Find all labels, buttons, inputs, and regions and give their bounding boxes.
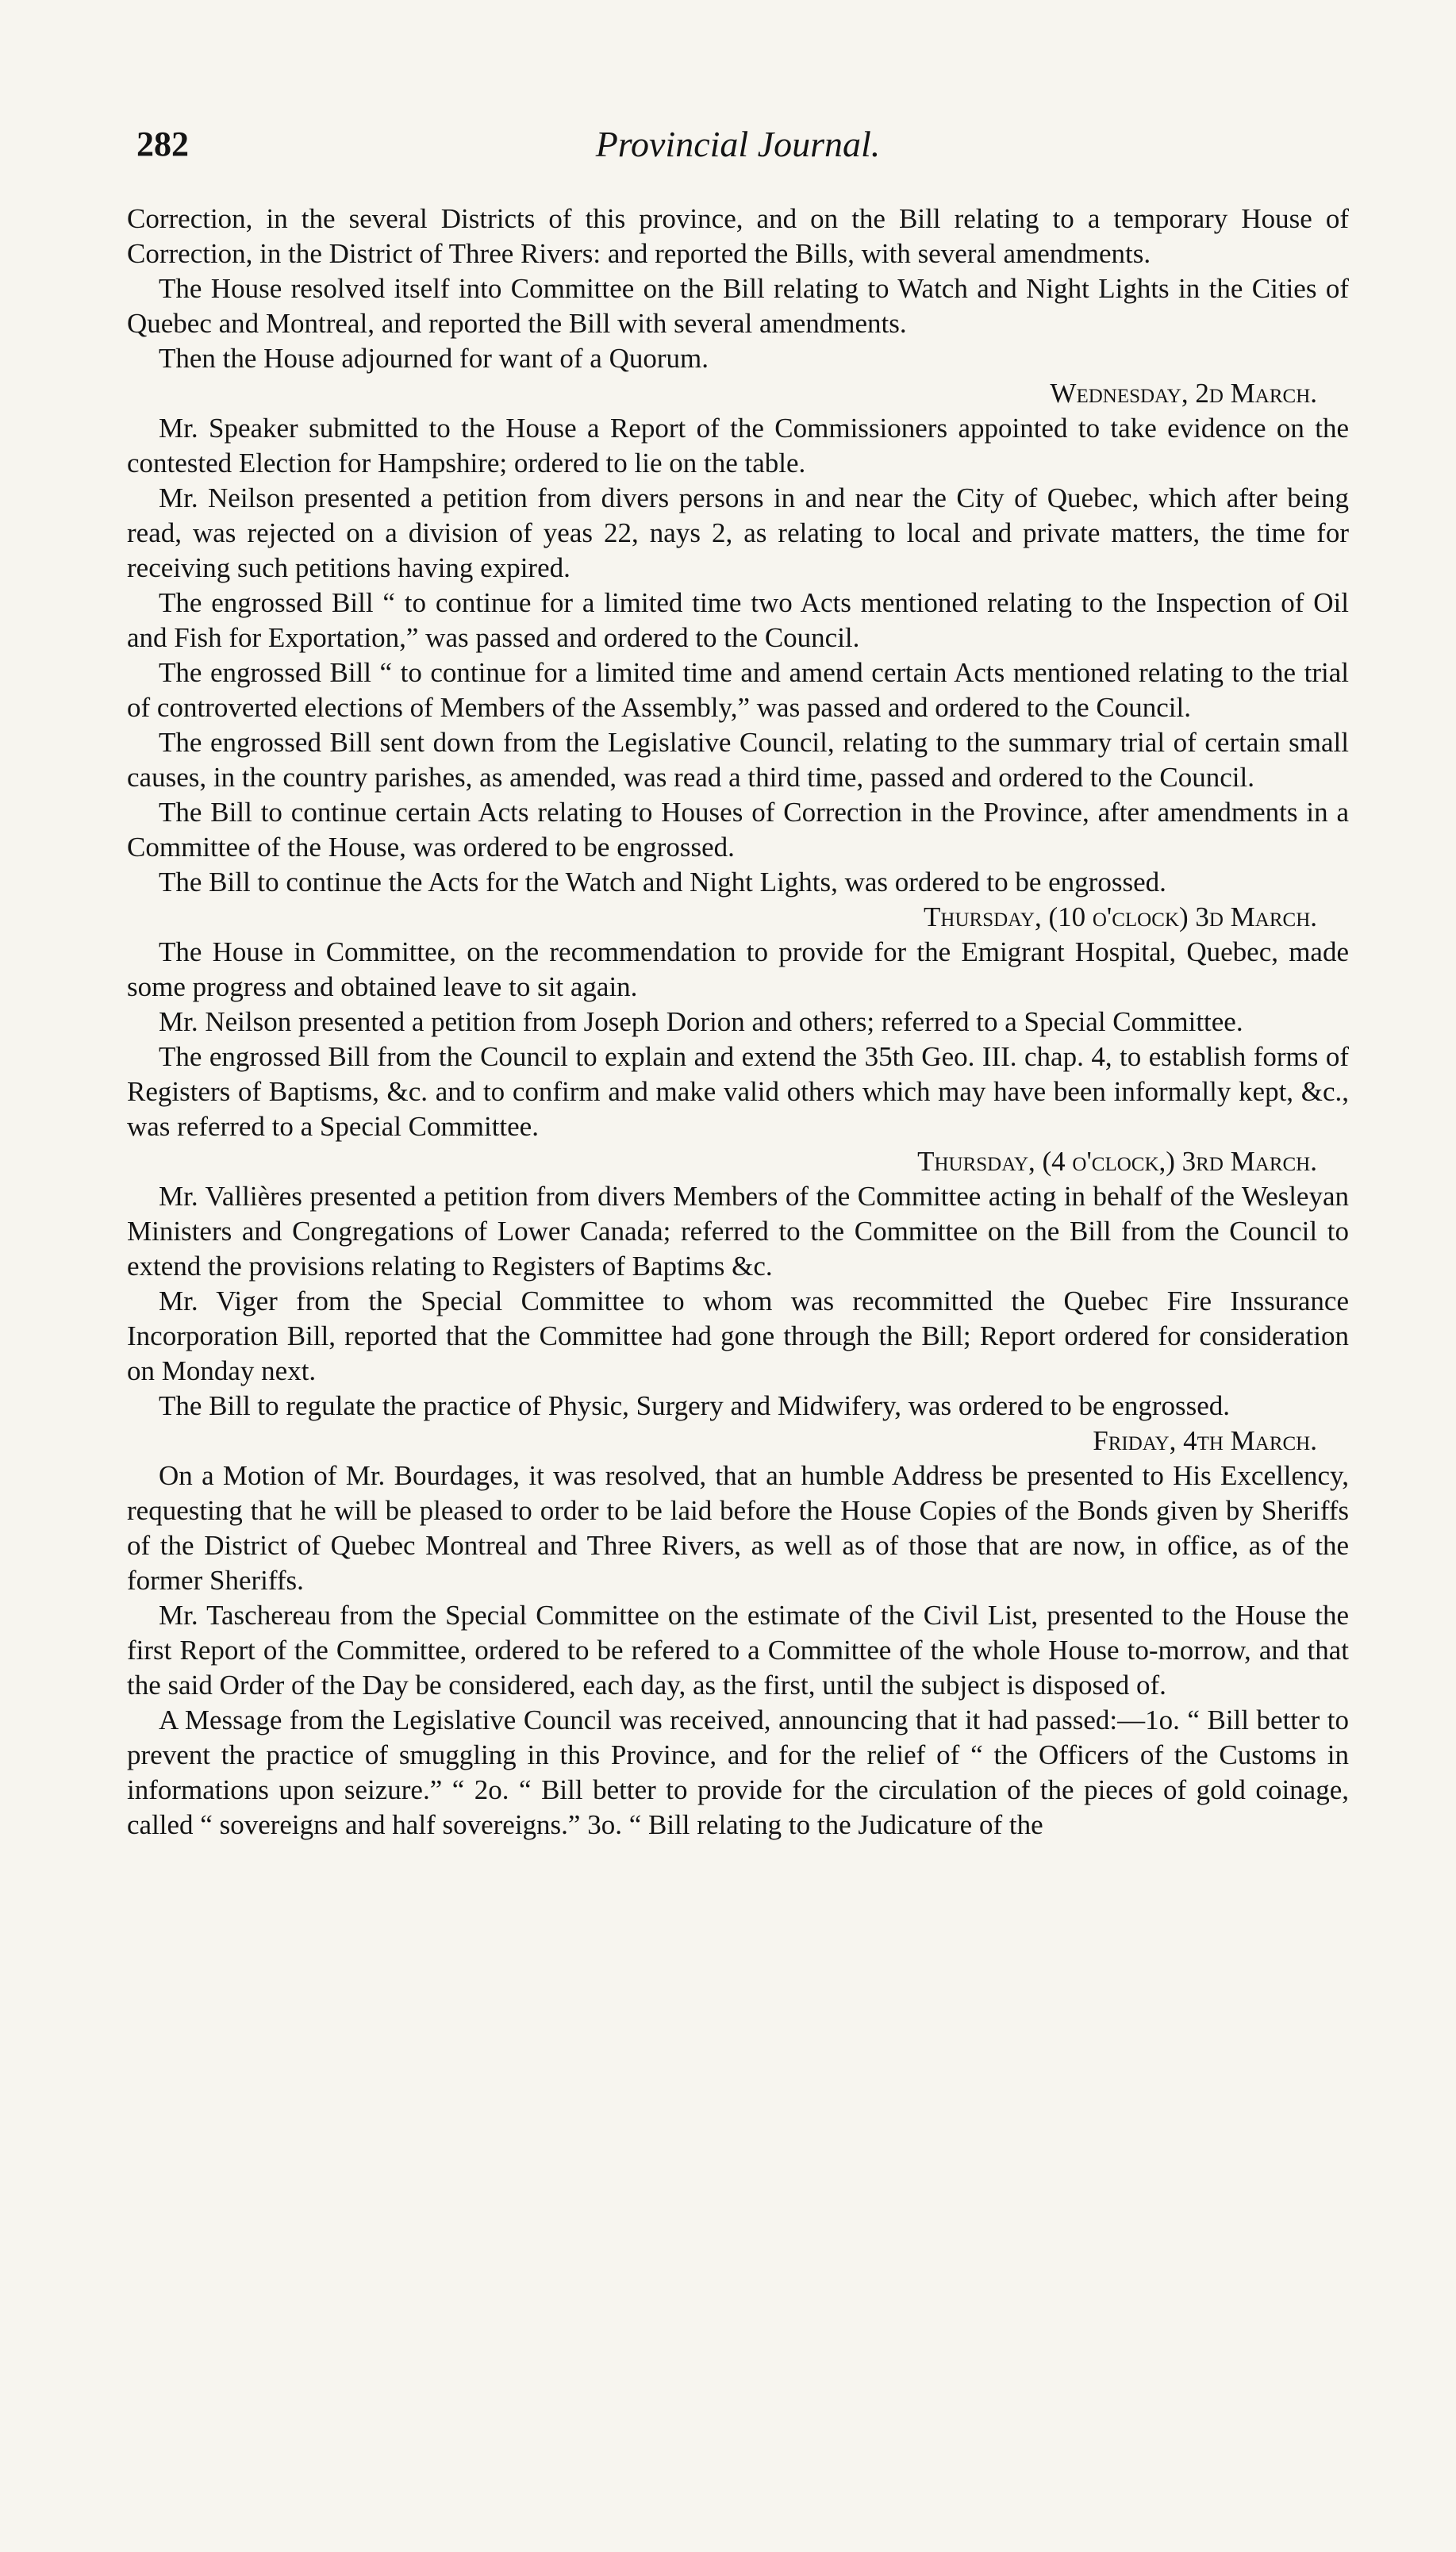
page-header: [127, 124, 1349, 183]
date-heading-2: Thursday, (10 o'clock) 3d March.: [924, 901, 1317, 932]
paragraph-16: The Bill to regulate the practice of Physic, Surgery and Midwifery, was ordered to be engrossed.: [159, 1390, 1231, 1421]
paragraph-18: Mr. Taschereau from the Special Committee on the estimate of the Civil List, presented to the House the first Report of the Committee, ordered to be refered to a Committee of the whole House to-morrow, and that the said Order of the Day be considered, each day, as the first, until the subject is disposed of.: [127, 1600, 1349, 1701]
date-heading-4: Friday, 4th March.: [1093, 1425, 1317, 1456]
date-heading-3: Thursday, (4 o'clock,) 3rd March.: [917, 1146, 1317, 1177]
date-heading-1: Wednesday, 2d March.: [1050, 378, 1317, 409]
paragraph-12: Mr. Neilson presented a petition from Joseph Dorion and others; referred to a Special Committee.: [159, 1006, 1243, 1037]
paragraph-11: The House in Committee, on the recommendation to provide for the Emigrant Hospital, Quebec, made some progress and obtained leave to sit again.: [127, 936, 1349, 1002]
paragraph-17: On a Motion of Mr. Bourdages, it was resolved, that an humble Address be presented to His Excellency, requesting that he will be pleased to order to be laid before the House Copies of the Bonds given by Sheriffs of the District of Quebec Montreal and Three Rivers, as well as of those that are now, in office, as of the former Sheriffs.: [127, 1460, 1349, 1596]
paragraph-8: The engrossed Bill sent down from the Legislative Council, relating to the summary trial of certain small causes, in the country parishes, as amended, was read a third time, passed and ordered to the Council.: [127, 727, 1349, 793]
paragraph-4: Mr. Speaker submitted to the House a Report of the Commissioners appointed to take evidence on the contested Election for Hampshire; ordered to lie on the table.: [127, 413, 1349, 478]
paragraph-6: The engrossed Bill “ to continue for a limited time two Acts mentioned relating to the Inspection of Oil and Fish for Exportation,” was passed and ordered to the Council.: [127, 587, 1349, 653]
paragraph-13: The engrossed Bill from the Council to explain and extend the 35th Geo. III. chap. 4, to establish forms of Registers of Baptisms, &c. and to confirm and make valid others which may have been informally kept, &c., was referred to a Special Committee.: [127, 1041, 1349, 1142]
journal-page: [127, 124, 1349, 1843]
paragraph-19: A Message from the Legislative Council was received, announcing that it had passed:—1o. “ Bill better to prevent the practice of smuggling in this Province, and for the relief of “ the Officers of the Customs in informations upon seizure.” “ 2o. “ Bill better to provide for the circulation of the pieces of gold coinage, called “ sovereigns and half sovereigns.” 3o. “ Bill relating to the Judicature of the: [127, 1705, 1349, 1840]
paragraph-14: Mr. Vallières presented a petition from divers Members of the Committee acting in behalf of the Wesleyan Ministers and Congregations of Lower Canada; referred to the Committee on the Bill from the Council to extend the provisions relating to Registers of Baptims &c.: [127, 1181, 1349, 1282]
paragraph-2: The House resolved itself into Committee on the Bill relating to Watch and Night Lights in the Cities of Quebec and Montreal, and reported the Bill with several amendments.: [127, 273, 1349, 339]
paragraph-1: Correction, in the several Districts of this province, and on the Bill relating to a temporary House of Correction, in the District of Three Rivers: and reported the Bills, with several amendments.: [127, 203, 1349, 269]
running-title: Provincial Journal.: [595, 124, 881, 164]
paragraph-15: Mr. Viger from the Special Committee to whom was recommitted the Quebec Fire Inssurance Incorporation Bill, reported that the Committee had gone through the Bill; Report ordered for consideration on Monday next.: [127, 1286, 1349, 1386]
paragraph-10: The Bill to continue the Acts for the Watch and Night Lights, was ordered to be engrossed.: [159, 867, 1166, 897]
page-number: 282: [136, 125, 189, 163]
paragraph-5: Mr. Neilson presented a petition from divers persons in and near the City of Quebec, which after being read, was rejected on a division of yeas 22, nays 2, as relating to local and private matters, the time for receiving such petitions having expired.: [127, 482, 1349, 583]
paragraph-7: The engrossed Bill “ to continue for a limited time and amend certain Acts mentioned relating to the trial of controverted elections of Members of the Assembly,” was passed and ordered to the Council.: [127, 657, 1349, 723]
paragraph-9: The Bill to continue certain Acts relating to Houses of Correction in the Province, after amendments in a Committee of the House, was ordered to be engrossed.: [127, 797, 1349, 863]
paragraph-3: Then the House adjourned for want of a Quorum.: [159, 343, 709, 374]
